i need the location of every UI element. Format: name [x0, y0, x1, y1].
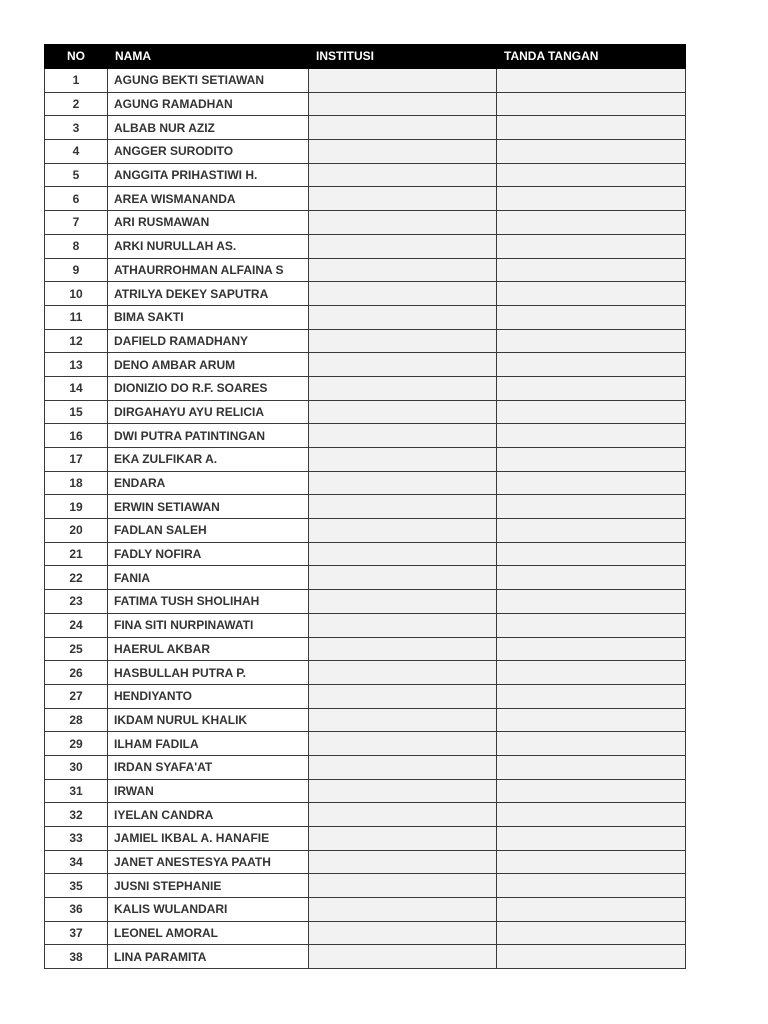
tanda-tangan-cell	[497, 234, 686, 258]
institusi-cell	[309, 921, 497, 945]
tanda-tangan-cell	[497, 874, 686, 898]
table-row	[45, 708, 686, 732]
institusi-cell	[309, 850, 497, 874]
name-cell: ENDARA	[108, 471, 309, 495]
table-row	[45, 542, 686, 566]
row-number-cell: 23	[45, 590, 108, 614]
tanda-tangan-cell	[497, 708, 686, 732]
table-row	[45, 519, 686, 543]
table-row	[45, 69, 686, 93]
tanda-tangan-cell	[497, 779, 686, 803]
row-number-cell: 8	[45, 234, 108, 258]
tanda-tangan-cell	[497, 376, 686, 400]
institusi-cell	[309, 803, 497, 827]
row-number-cell: 22	[45, 566, 108, 590]
row-number-cell: 35	[45, 874, 108, 898]
institusi-cell	[309, 140, 497, 164]
name-cell: ANGGER SURODITO	[108, 140, 309, 164]
institusi-cell	[309, 779, 497, 803]
table-row	[45, 921, 686, 945]
row-number-cell: 16	[45, 424, 108, 448]
column-header-no: NO	[45, 45, 108, 69]
name-cell: EKA ZULFIKAR A.	[108, 448, 309, 472]
column-header-institusi: INSTITUSI	[309, 45, 497, 69]
tanda-tangan-cell	[497, 400, 686, 424]
row-number-cell: 13	[45, 353, 108, 377]
table-header	[45, 45, 686, 69]
table-row	[45, 637, 686, 661]
tanda-tangan-cell	[497, 827, 686, 851]
institusi-cell	[309, 519, 497, 543]
tanda-tangan-cell	[497, 329, 686, 353]
institusi-cell	[309, 945, 497, 969]
tanda-tangan-cell	[497, 163, 686, 187]
tanda-tangan-cell	[497, 613, 686, 637]
tanda-tangan-cell	[497, 187, 686, 211]
name-cell: HENDIYANTO	[108, 684, 309, 708]
name-cell: FADLY NOFIRA	[108, 542, 309, 566]
tanda-tangan-cell	[497, 755, 686, 779]
name-cell: ARKI NURULLAH AS.	[108, 234, 309, 258]
row-number-cell: 20	[45, 519, 108, 543]
table-row	[45, 282, 686, 306]
institusi-cell	[309, 637, 497, 661]
institusi-cell	[309, 448, 497, 472]
institusi-cell	[309, 874, 497, 898]
row-number-cell: 19	[45, 495, 108, 519]
tanda-tangan-cell	[497, 305, 686, 329]
table-row	[45, 400, 686, 424]
table-row	[45, 211, 686, 235]
tanda-tangan-cell	[497, 898, 686, 922]
table-row	[45, 234, 686, 258]
row-number-cell: 14	[45, 376, 108, 400]
institusi-cell	[309, 755, 497, 779]
row-number-cell: 18	[45, 471, 108, 495]
row-number-cell: 11	[45, 305, 108, 329]
name-cell: FINA SITI NURPINAWATI	[108, 613, 309, 637]
row-number-cell: 38	[45, 945, 108, 969]
tanda-tangan-cell	[497, 803, 686, 827]
row-number-cell: 21	[45, 542, 108, 566]
institusi-cell	[309, 898, 497, 922]
institusi-cell	[309, 258, 497, 282]
name-cell: ATHAURROHMAN ALFAINA S	[108, 258, 309, 282]
table-row	[45, 140, 686, 164]
name-cell: ERWIN SETIAWAN	[108, 495, 309, 519]
name-cell: AREA WISMANANDA	[108, 187, 309, 211]
table-body	[45, 69, 686, 969]
institusi-cell	[309, 684, 497, 708]
table-row	[45, 779, 686, 803]
table-row	[45, 471, 686, 495]
institusi-cell	[309, 92, 497, 116]
row-number-cell: 12	[45, 329, 108, 353]
table-row	[45, 92, 686, 116]
tanda-tangan-cell	[497, 282, 686, 306]
table-row	[45, 850, 686, 874]
row-number-cell: 26	[45, 661, 108, 685]
institusi-cell	[309, 187, 497, 211]
name-cell: DWI PUTRA PATINTINGAN	[108, 424, 309, 448]
attendance-table	[44, 44, 686, 969]
table-row	[45, 661, 686, 685]
name-cell: IKDAM NURUL KHALIK	[108, 708, 309, 732]
row-number-cell: 2	[45, 92, 108, 116]
institusi-cell	[309, 163, 497, 187]
row-number-cell: 3	[45, 116, 108, 140]
institusi-cell	[309, 732, 497, 756]
name-cell: HASBULLAH PUTRA P.	[108, 661, 309, 685]
column-header-tanda-tangan: TANDA TANGAN	[497, 45, 686, 69]
table-row	[45, 732, 686, 756]
tanda-tangan-cell	[497, 850, 686, 874]
row-number-cell: 17	[45, 448, 108, 472]
table-row	[45, 187, 686, 211]
row-number-cell: 32	[45, 803, 108, 827]
tanda-tangan-cell	[497, 519, 686, 543]
table-row	[45, 448, 686, 472]
table-row	[45, 684, 686, 708]
tanda-tangan-cell	[497, 684, 686, 708]
row-number-cell: 5	[45, 163, 108, 187]
table-row	[45, 305, 686, 329]
name-cell: JUSNI STEPHANIE	[108, 874, 309, 898]
row-number-cell: 24	[45, 613, 108, 637]
institusi-cell	[309, 329, 497, 353]
tanda-tangan-cell	[497, 495, 686, 519]
tanda-tangan-cell	[497, 258, 686, 282]
tanda-tangan-cell	[497, 732, 686, 756]
name-cell: ATRILYA DEKEY SAPUTRA	[108, 282, 309, 306]
name-cell: FANIA	[108, 566, 309, 590]
name-cell: ARI RUSMAWAN	[108, 211, 309, 235]
row-number-cell: 9	[45, 258, 108, 282]
tanda-tangan-cell	[497, 661, 686, 685]
table-row	[45, 258, 686, 282]
tanda-tangan-cell	[497, 211, 686, 235]
institusi-cell	[309, 590, 497, 614]
row-number-cell: 36	[45, 898, 108, 922]
table-row	[45, 945, 686, 969]
row-number-cell: 37	[45, 921, 108, 945]
row-number-cell: 29	[45, 732, 108, 756]
name-cell: ALBAB NUR AZIZ	[108, 116, 309, 140]
name-cell: IRDAN SYAFA'AT	[108, 755, 309, 779]
table-row	[45, 495, 686, 519]
row-number-cell: 4	[45, 140, 108, 164]
institusi-cell	[309, 376, 497, 400]
institusi-cell	[309, 613, 497, 637]
name-cell: FATIMA TUSH SHOLIHAH	[108, 590, 309, 614]
institusi-cell	[309, 211, 497, 235]
table-row	[45, 803, 686, 827]
institusi-cell	[309, 400, 497, 424]
table-row	[45, 163, 686, 187]
institusi-cell	[309, 424, 497, 448]
name-cell: HAERUL AKBAR	[108, 637, 309, 661]
name-cell: LEONEL AMORAL	[108, 921, 309, 945]
tanda-tangan-cell	[497, 353, 686, 377]
table-row	[45, 424, 686, 448]
tanda-tangan-cell	[497, 92, 686, 116]
tanda-tangan-cell	[497, 424, 686, 448]
institusi-cell	[309, 471, 497, 495]
institusi-cell	[309, 708, 497, 732]
column-header-nama: NAMA	[108, 45, 309, 69]
table-row	[45, 116, 686, 140]
name-cell: DENO AMBAR ARUM	[108, 353, 309, 377]
name-cell: ANGGITA PRIHASTIWI H.	[108, 163, 309, 187]
row-number-cell: 15	[45, 400, 108, 424]
table-row	[45, 827, 686, 851]
name-cell: JAMIEL IKBAL A. HANAFIE	[108, 827, 309, 851]
row-number-cell: 33	[45, 827, 108, 851]
tanda-tangan-cell	[497, 471, 686, 495]
institusi-cell	[309, 353, 497, 377]
institusi-cell	[309, 495, 497, 519]
name-cell: IYELAN CANDRA	[108, 803, 309, 827]
row-number-cell: 1	[45, 69, 108, 93]
institusi-cell	[309, 542, 497, 566]
row-number-cell: 6	[45, 187, 108, 211]
name-cell: LINA PARAMITA	[108, 945, 309, 969]
row-number-cell: 7	[45, 211, 108, 235]
row-number-cell: 27	[45, 684, 108, 708]
table-row	[45, 329, 686, 353]
tanda-tangan-cell	[497, 140, 686, 164]
institusi-cell	[309, 69, 497, 93]
institusi-cell	[309, 116, 497, 140]
header-row	[45, 45, 686, 69]
table-row	[45, 590, 686, 614]
name-cell: AGUNG RAMADHAN	[108, 92, 309, 116]
table-row	[45, 376, 686, 400]
name-cell: IRWAN	[108, 779, 309, 803]
row-number-cell: 31	[45, 779, 108, 803]
tanda-tangan-cell	[497, 69, 686, 93]
row-number-cell: 30	[45, 755, 108, 779]
tanda-tangan-cell	[497, 566, 686, 590]
tanda-tangan-cell	[497, 448, 686, 472]
table-row	[45, 566, 686, 590]
name-cell: BIMA SAKTI	[108, 305, 309, 329]
institusi-cell	[309, 234, 497, 258]
table-row	[45, 898, 686, 922]
name-cell: DAFIELD RAMADHANY	[108, 329, 309, 353]
row-number-cell: 28	[45, 708, 108, 732]
tanda-tangan-cell	[497, 921, 686, 945]
tanda-tangan-cell	[497, 637, 686, 661]
tanda-tangan-cell	[497, 116, 686, 140]
table-row	[45, 755, 686, 779]
row-number-cell: 34	[45, 850, 108, 874]
name-cell: DIRGAHAYU AYU RELICIA	[108, 400, 309, 424]
table-row	[45, 353, 686, 377]
institusi-cell	[309, 827, 497, 851]
name-cell: DIONIZIO DO R.F. SOARES	[108, 376, 309, 400]
name-cell: ILHAM FADILA	[108, 732, 309, 756]
row-number-cell: 10	[45, 282, 108, 306]
tanda-tangan-cell	[497, 542, 686, 566]
name-cell: JANET ANESTESYA PAATH	[108, 850, 309, 874]
institusi-cell	[309, 661, 497, 685]
table-row	[45, 874, 686, 898]
name-cell: FADLAN SALEH	[108, 519, 309, 543]
table-row	[45, 613, 686, 637]
institusi-cell	[309, 305, 497, 329]
name-cell: KALIS WULANDARI	[108, 898, 309, 922]
name-cell: AGUNG BEKTI SETIAWAN	[108, 69, 309, 93]
institusi-cell	[309, 282, 497, 306]
tanda-tangan-cell	[497, 945, 686, 969]
tanda-tangan-cell	[497, 590, 686, 614]
row-number-cell: 25	[45, 637, 108, 661]
institusi-cell	[309, 566, 497, 590]
